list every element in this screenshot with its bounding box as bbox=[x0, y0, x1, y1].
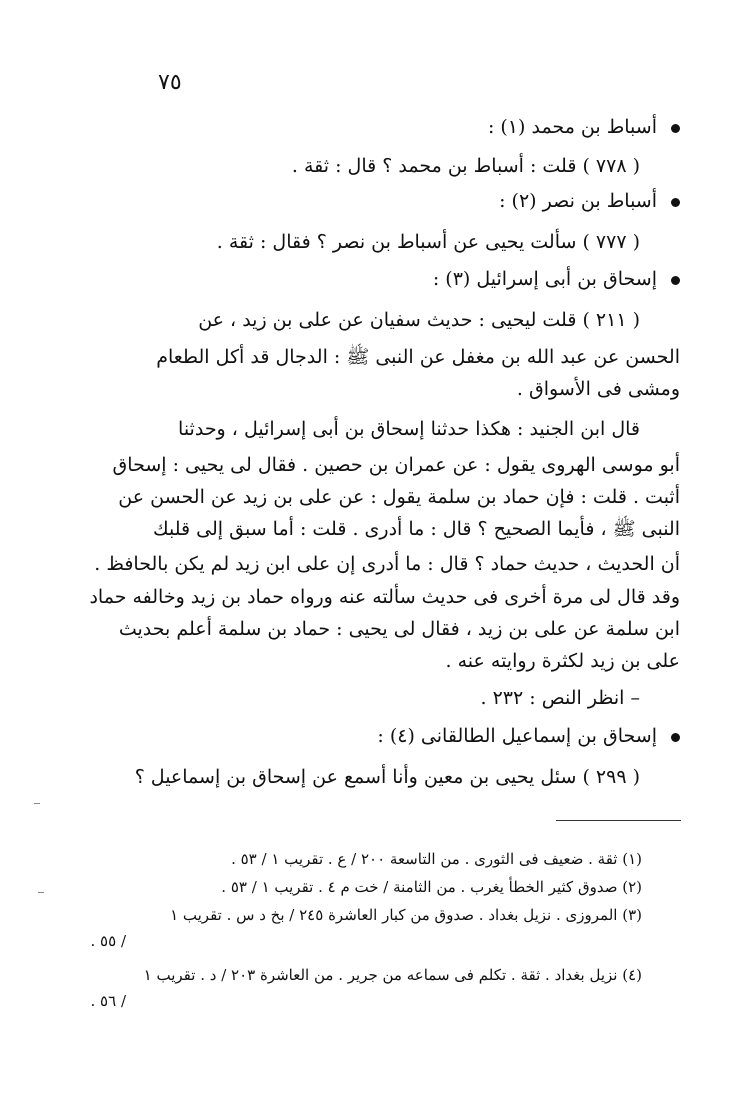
entry-line: ( ٢١١ ) قلت ليحيى : حديث سفيان عن على بن زيد ، عن bbox=[198, 309, 640, 331]
entry-line: ( ٧٧٨ ) قلت : أسباط بن محمد ؟ قال : ثقة . bbox=[291, 155, 640, 177]
entry-heading bbox=[499, 192, 680, 211]
footnote-line: (٢) صدوق كثير الخطأ يغرب . من الثامنة / خت م ٤ . تقريب ١ / ٥٣ . bbox=[221, 878, 642, 896]
entry-line: ابن سلمة عن على بن زيد ، فقال لى يحيى : حماد بن سلمة أعلم بحديث bbox=[118, 618, 680, 640]
heading-text: إسحاق بن إسماعيل الطالقانى (٤) : bbox=[377, 725, 657, 747]
heading-text: إسحاق بن أبى إسرائيل (٣) : bbox=[432, 268, 657, 290]
bullet-icon bbox=[671, 124, 680, 133]
bullet-icon bbox=[671, 198, 680, 207]
entry-heading bbox=[488, 118, 680, 137]
entry-heading bbox=[433, 270, 680, 289]
heading-text: أسباط بن نصر (٢) : bbox=[499, 190, 657, 212]
entry-line: أن الحديث ، حديث حماد ؟ قال : ما أدرى إن على ابن زيد لم يكن بالحافظ . bbox=[94, 553, 680, 575]
entry-line: وقد قال لى مرة أخرى فى حديث سألته عنه ورواه حماد بن زيد وخالفه حماد bbox=[89, 586, 680, 608]
footnote-line: / ٥٦ . bbox=[90, 992, 126, 1010]
entry-line: – انظر النص : ٢٣٢ . bbox=[480, 687, 640, 709]
heading-text: أسباط بن محمد (١) : bbox=[487, 116, 657, 138]
entry-line: الحسن عن عبد الله بن مغفل عن النبى ﷺ : الدجال قد أكل الطعام bbox=[156, 346, 680, 368]
footnote-line: (٤) نزيل بغداد . ثقة . تكلم فى سماعه من جرير . من العاشرة ٢٠٣ / د . تقريب ١ bbox=[143, 966, 642, 984]
footnote-line: / ٥٥ . bbox=[90, 932, 126, 950]
footnote-line: (٣) المروزى . نزيل بغداد . صدوق من كبار العاشرة ٢٤٥ / بخ د س . تقريب ١ bbox=[170, 906, 642, 924]
entry-line: على بن زيد لكثرة روايته عنه . bbox=[445, 650, 680, 672]
footnote-rule bbox=[556, 820, 681, 821]
entry-line: أثبت . قلت : فإن حماد بن سلمة يقول : عن على بن زيد عن الحسن عن bbox=[118, 486, 680, 508]
bullet-icon bbox=[671, 733, 680, 742]
entry-line: ومشى فى الأسواق . bbox=[516, 378, 680, 400]
entry-heading bbox=[377, 727, 680, 746]
entry-line: ( ٢٩٩ ) سئل يحيى بن معين وأنا أسمع عن إسحاق بن إسماعيل ؟ bbox=[134, 766, 640, 788]
entry-line: قال ابن الجنيد : هكذا حدثنا إسحاق بن أبى إسرائيل ، وحدثنا bbox=[178, 418, 640, 440]
entry-line: أبو موسى الهروى يقول : عن عمران بن حصين . فقال لى يحيى : إسحاق bbox=[112, 454, 680, 476]
scan-mark bbox=[34, 803, 40, 804]
entry-line: ( ٧٧٧ ) سألت يحيى عن أسباط بن نصر ؟ فقال : ثقة . bbox=[216, 231, 640, 253]
bullet-icon bbox=[671, 276, 680, 285]
page-number: ٧٥ bbox=[158, 70, 182, 95]
scan-mark bbox=[38, 892, 44, 893]
entry-line: النبى ﷺ ، فأيما الصحيح ؟ قال : ما أدرى . قلت : أما سبق إلى قلبك bbox=[153, 518, 680, 540]
footnote-line: (١) ثقة . ضعيف فى الثورى . من التاسعة ٢٠٠ / ع . تقريب ١ / ٥٣ . bbox=[231, 850, 642, 868]
